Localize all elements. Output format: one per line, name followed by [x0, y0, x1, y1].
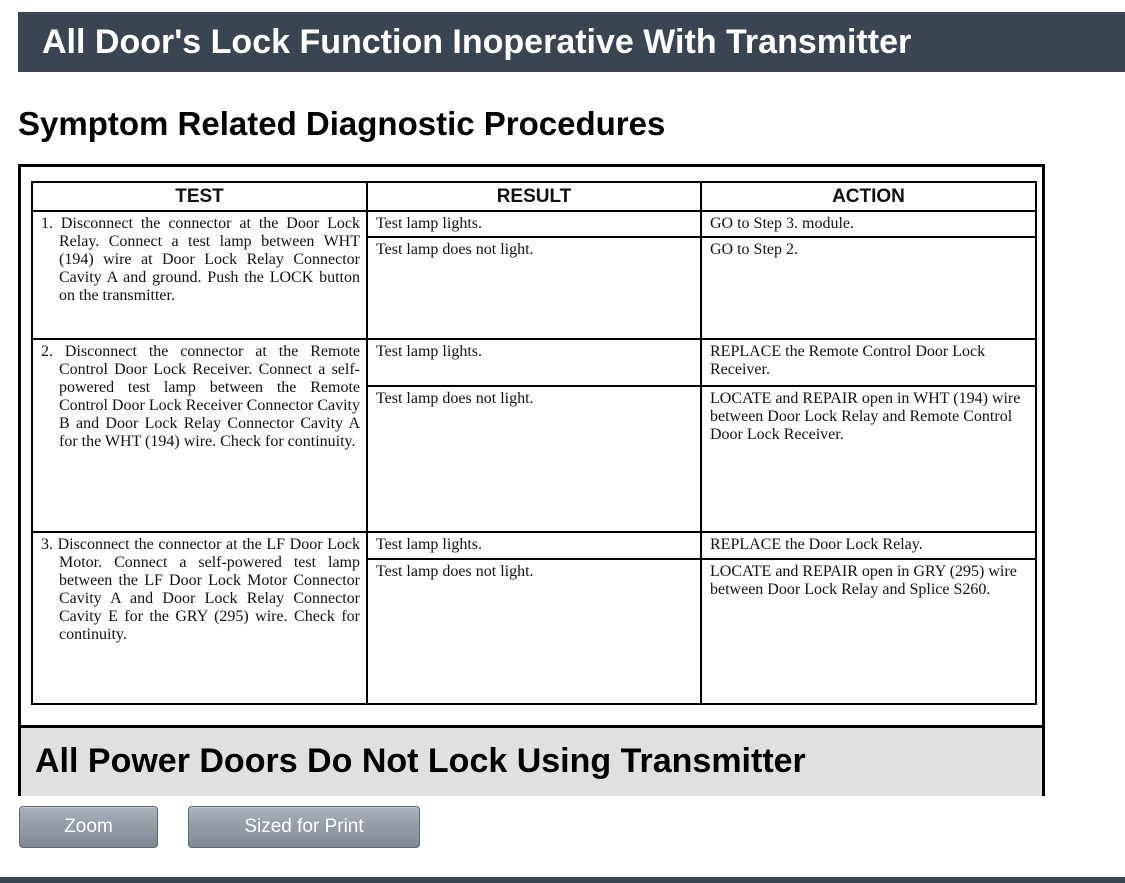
result-cell: Test lamp does not light. — [367, 237, 701, 339]
figure-caption-bar — [21, 725, 1042, 796]
figure-caption: All Power Doors Do Not Lock Using Transmitter — [35, 742, 806, 780]
diagnostic-table — [31, 181, 1037, 705]
page-title: All Door's Lock Function Inoperative With Transmitter — [42, 23, 912, 61]
action-cell: GO to Step 3. module. — [701, 211, 1036, 237]
table-row — [32, 532, 1036, 559]
result-cell: Test lamp lights. — [367, 532, 701, 559]
header-result: RESULT — [367, 182, 701, 211]
result-cell: Test lamp does not light. — [367, 559, 701, 704]
action-cell: LOCATE and REPAIR open in GRY (295) wire between Door Lock Relay and Splice S260. — [701, 559, 1036, 704]
header-test: TEST — [32, 182, 367, 211]
action-cell: LOCATE and REPAIR open in WHT (194) wire between Door Lock Relay and Remote Control Door Lock Receiver. — [701, 386, 1036, 532]
section-subtitle: Symptom Related Diagnostic Procedures — [18, 105, 666, 142]
sized-for-print-button[interactable]: Sized for Print — [188, 806, 420, 848]
header-action: ACTION — [701, 182, 1036, 211]
table-header-row — [32, 182, 1036, 211]
result-cell: Test lamp does not light. — [367, 386, 701, 532]
test-step-3: 3. Disconnect the connector at the LF Door Lock Motor. Connect a self-powered test lamp between the LF Door Lock Motor Connector Cavity A and Door Lock Relay Connector Cavity E for the GRY (295) wire. Check for continuity. — [32, 532, 367, 704]
zoom-button[interactable]: Zoom — [19, 806, 158, 848]
diagnostic-figure — [18, 164, 1045, 796]
action-cell: GO to Step 2. — [701, 237, 1036, 339]
action-cell: REPLACE the Remote Control Door Lock Receiver. — [701, 339, 1036, 386]
result-cell: Test lamp lights. — [367, 211, 701, 237]
action-cell: REPLACE the Door Lock Relay. — [701, 532, 1036, 559]
test-step-1: 1. Disconnect the connector at the Door Lock Relay. Connect a test lamp between WHT (194) wire at Door Lock Relay Connector Cavity A and ground. Push the LOCK button on the transmitter. — [32, 211, 367, 339]
table-row — [32, 211, 1036, 237]
result-cell: Test lamp lights. — [367, 339, 701, 386]
footer-bar — [0, 877, 1125, 883]
table-row — [32, 339, 1036, 386]
title-bar — [18, 12, 1125, 72]
test-step-2: 2. Disconnect the connector at the Remote Control Door Lock Receiver. Connect a self-powered test lamp between the Remote Control Door Lock Receiver Connector Cavity B and Door Lock Relay Connector Cavity A for the WHT (194) wire. Check for continuity. — [32, 339, 367, 532]
